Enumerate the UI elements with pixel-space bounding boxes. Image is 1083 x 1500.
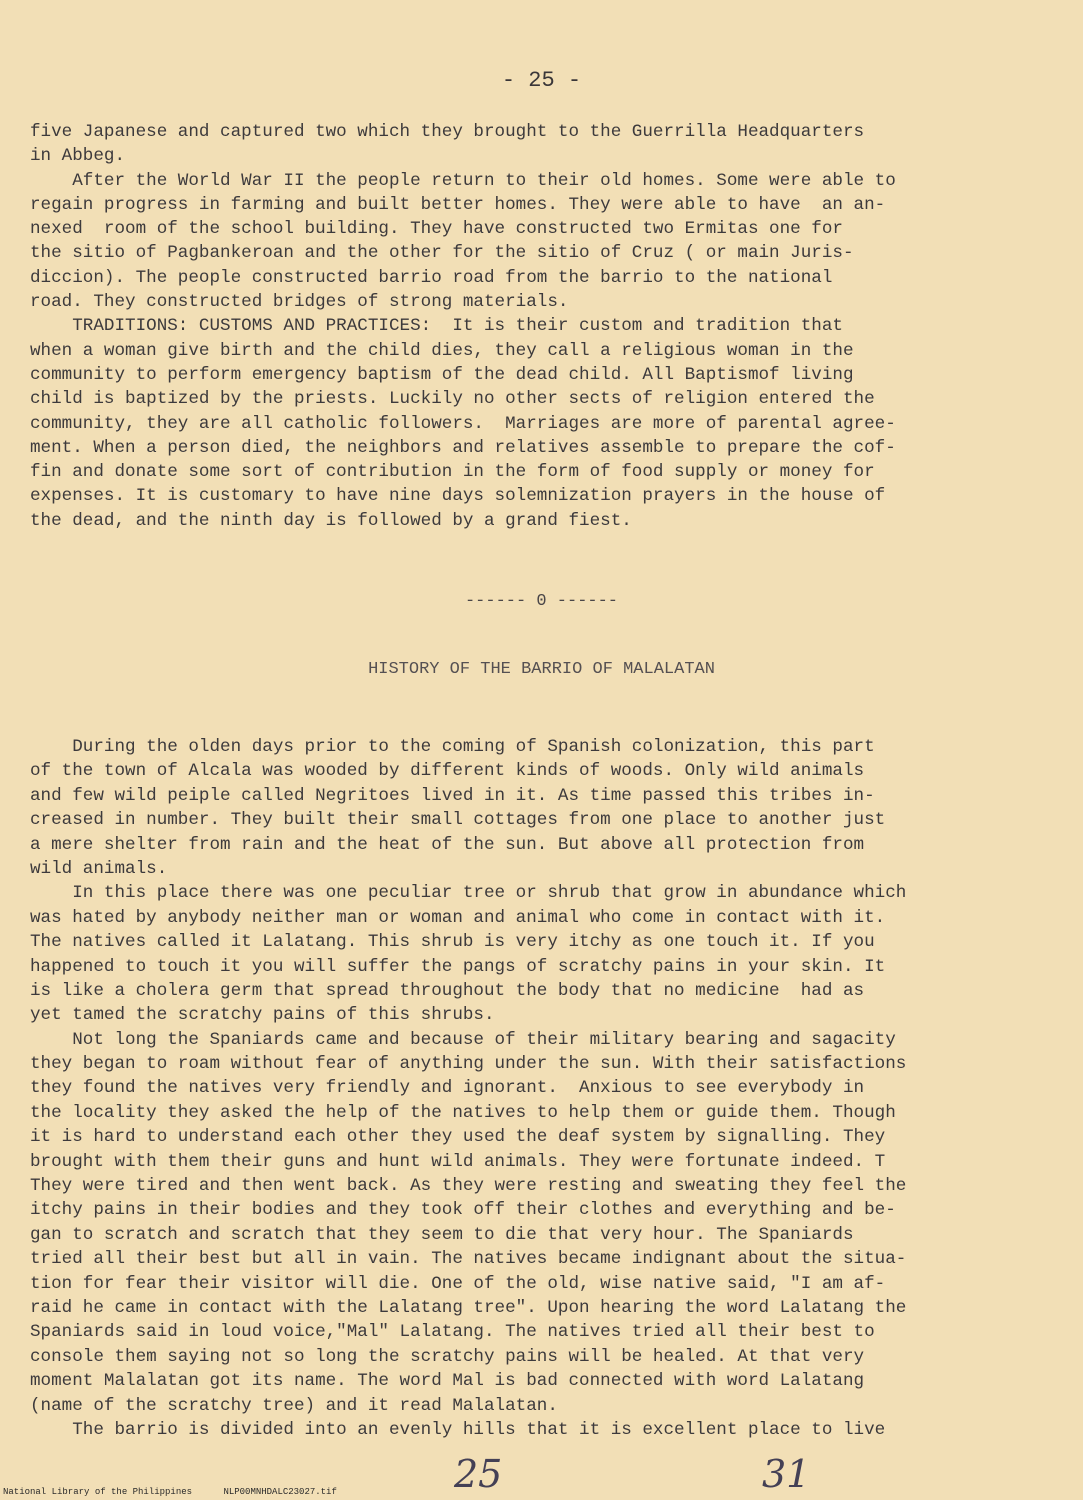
- text-line: The barrio is divided into an evenly hills that it is excellent place to live: [30, 1419, 886, 1440]
- text-line: in Abbeg.: [30, 146, 126, 167]
- page-number: - 25 -: [501, 68, 582, 93]
- text-line: tried all their best but all in vain. The natives became indignant about the situa-: [30, 1249, 907, 1270]
- text-line: and few wild peiple called Negritoes lived in it. As time passed this tribes in-: [30, 785, 875, 806]
- text-line: the locality they asked the help of the natives to help them or guide them. Though: [30, 1102, 896, 1123]
- section-separator: ------ 0 ------: [464, 592, 619, 611]
- text-line: the sitio of Pagbankeroan and the other for the sitio of Cruz ( or main Juris-: [30, 243, 854, 264]
- section-traditions: [30, 120, 1065, 533]
- handwritten-page-number: 25: [454, 1452, 503, 1496]
- text-line: five Japanese and captured two which they brought to the Guerrilla Headquarters: [30, 122, 865, 142]
- text-line: diccion). The people constructed barrio road from the barrio to the national: [30, 267, 833, 288]
- section-history: [30, 735, 1065, 1442]
- text-line: road. They constructed bridges of strong materials.: [30, 292, 569, 313]
- text-line: happened to touch it you will suffer the pangs of scratchy pains in your skin. It: [30, 956, 886, 977]
- text-line: Spaniards said in loud voice,"Mal" Lalatang. The natives tried all their best to: [30, 1322, 875, 1343]
- text-line: After the World War II the people return to their old homes. Some were able to: [30, 170, 896, 191]
- section-heading: HISTORY OF THE BARRIO OF MALALATAN: [368, 660, 715, 679]
- text-line: was hated by anybody neither man or woman and animal who come in contact with it.: [30, 907, 886, 928]
- text-line: fin and donate some sort of contribution in the form of food supply or money for: [30, 462, 875, 483]
- text-line: they found the natives very friendly and ignorant. Anxious to see everybody in: [30, 1078, 865, 1099]
- text-line: In this place there was one peculiar tree or shrub that grow in abundance which: [30, 883, 907, 904]
- text-line: nexed room of the school building. They have constructed two Ermitas one for: [30, 219, 843, 240]
- text-line: itchy pains in their bodies and they took off their clothes and everything and be-: [30, 1200, 896, 1221]
- text-line: ment. When a person died, the neighbors and relatives assemble to prepare the cof-: [30, 437, 896, 458]
- footer-filename: NLP00MNHDALC23027.tif: [223, 1487, 337, 1497]
- scan-footer: [3, 1487, 363, 1497]
- text-line: yet tamed the scratchy pains of this shrubs.: [30, 1005, 495, 1026]
- text-line: wild animals.: [30, 858, 168, 879]
- text-line: gan to scratch and scratch that they seem to die that very hour. The Spaniards: [30, 1224, 854, 1245]
- text-line: regain progress in farming and built better homes. They were able to have an an-: [30, 194, 886, 215]
- handwritten-sequence-number: 31: [762, 1452, 811, 1496]
- text-line: when a woman give birth and the child dies, they call a religious woman in the: [30, 340, 854, 361]
- footer-library: National Library of the Philippines: [3, 1487, 193, 1497]
- text-line: raid he came in contact with the Lalatang tree". Upon hearing the word Lalatang the: [30, 1297, 907, 1318]
- text-line: The natives called it Lalatang. This shrub is very itchy as one touch it. If you: [30, 932, 875, 953]
- text-line: expenses. It is customary to have nine days solemnization prayers in the house of: [30, 486, 886, 507]
- text-line: console them saying not so long the scratchy pains will be healed. At that very: [30, 1346, 865, 1367]
- text-line: they began to roam without fear of anything under the sun. With their satisfactions: [30, 1054, 907, 1075]
- text-line: moment Malalatan got its name. The word Mal is bad connected with word Lalatang: [30, 1371, 865, 1392]
- text-line: brought with them their guns and hunt wild animals. They were fortunate indeed. T: [30, 1151, 886, 1172]
- text-line: it is hard to understand each other they used the deaf system by signalling. They: [30, 1127, 886, 1148]
- text-line: Not long the Spaniards came and because of their military bearing and sagacity: [30, 1029, 896, 1050]
- text-line: is like a cholera germ that spread throughout the body that no medicine had as: [30, 980, 865, 1001]
- text-line: tion for fear their visitor will die. One of the old, wise native said, "I am af-: [30, 1273, 886, 1294]
- text-line: They were tired and then went back. As they were resting and sweating they feel the: [30, 1176, 907, 1197]
- text-line: (name of the scratchy tree) and it read Malalatan.: [30, 1395, 558, 1416]
- text-line: community to perform emergency baptism of the dead child. All Baptismof living: [30, 364, 854, 385]
- text-line: a mere shelter from rain and the heat of the sun. But above all protection from: [30, 834, 865, 855]
- text-line: TRADITIONS: CUSTOMS AND PRACTICES: It is their custom and tradition that: [30, 316, 843, 337]
- text-line: creased in number. They built their small cottages from one place to another just: [30, 810, 886, 831]
- text-line: child is baptized by the priests. Luckily no other sects of religion entered the: [30, 389, 875, 410]
- text-line: the dead, and the ninth day is followed by a grand fiest.: [30, 510, 632, 531]
- text-line: community, they are all catholic followers. Marriages are more of parental agree-: [30, 413, 896, 434]
- text-line: of the town of Alcala was wooded by different kinds of woods. Only wild animals: [30, 761, 865, 782]
- text-line: During the olden days prior to the coming of Spanish colonization, this part: [30, 737, 875, 757]
